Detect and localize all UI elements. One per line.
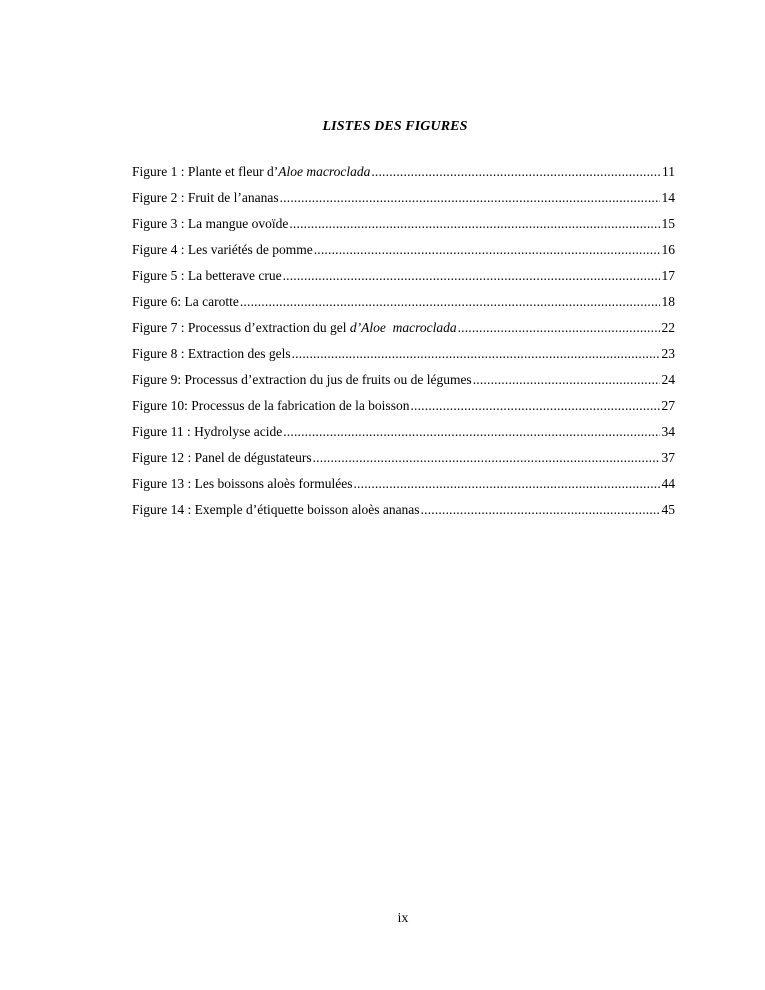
figure-entry-label: Figure 4 : Les variétés de pomme — [132, 242, 313, 257]
dot-leader — [371, 164, 660, 180]
figure-page-number: 23 — [661, 346, 675, 361]
figure-entry[interactable] — [132, 372, 675, 398]
dot-leader — [314, 242, 660, 258]
figure-page-number: 34 — [661, 424, 675, 439]
figure-page-number: 18 — [661, 294, 675, 309]
dot-leader — [289, 216, 659, 232]
figure-entry[interactable] — [132, 190, 675, 216]
dot-leader — [280, 190, 660, 206]
figure-entry[interactable] — [132, 398, 675, 424]
figure-page-number: 17 — [661, 268, 675, 283]
figure-entry[interactable] — [132, 320, 675, 346]
dot-leader — [410, 398, 659, 414]
dot-leader — [421, 502, 660, 518]
figure-page-number: 44 — [661, 476, 675, 491]
dot-leader — [473, 372, 660, 388]
figure-entry[interactable] — [132, 294, 675, 320]
page-number-footer: ix — [397, 911, 409, 926]
dot-leader — [240, 294, 660, 310]
dot-leader — [283, 268, 660, 284]
figure-entry-label: Figure 12 : Panel de dégustateurs — [132, 450, 312, 465]
figure-page-number: 37 — [661, 450, 675, 465]
figure-entry-label: Figure 11 : Hydrolyse acide — [132, 424, 283, 439]
figure-entry-label: Figure 1 : Plante et fleur d’Aloe macroclada — [132, 164, 371, 179]
figure-entry[interactable] — [132, 450, 675, 476]
figure-page-number: 27 — [661, 398, 675, 413]
figure-entry[interactable] — [132, 216, 675, 242]
figure-entry[interactable] — [132, 476, 675, 502]
figure-entry-label: Figure 8 : Extraction des gels — [132, 346, 291, 361]
figure-entry-label: Figure 13 : Les boissons aloès formulées — [132, 476, 353, 491]
dot-leader — [313, 450, 660, 466]
figure-entry-label: Figure 9: Processus d’extraction du jus de fruits ou de légumes — [132, 372, 472, 387]
figure-page-number: 14 — [661, 190, 675, 205]
figure-entry-label: Figure 5 : La betterave crue — [132, 268, 282, 283]
figure-entry-label: Figure 6: La carotte — [132, 294, 239, 309]
figure-entry-label: Figure 7 : Processus d’extraction du gel d’Aloe macroclada — [132, 320, 457, 335]
dot-leader — [458, 320, 660, 336]
figure-entry[interactable] — [132, 502, 675, 528]
figure-entry[interactable] — [132, 242, 675, 268]
figure-entry-label: Figure 3 : La mangue ovoïde — [132, 216, 289, 231]
dot-leader — [292, 346, 660, 362]
page-title: LISTES DES FIGURES — [322, 119, 468, 134]
figure-page-number: 15 — [661, 216, 675, 231]
figure-entry-label: Figure 10: Processus de la fabrication de la boisson — [132, 398, 410, 413]
figure-entry-label: Figure 14 : Exemple d’étiquette boisson aloès ananas — [132, 502, 420, 517]
figure-page-number: 16 — [661, 242, 675, 257]
dot-leader — [283, 424, 659, 440]
figure-entry-label: Figure 2 : Fruit de l’ananas — [132, 190, 279, 205]
dot-leader — [353, 476, 659, 492]
figure-page-number: 24 — [661, 372, 675, 387]
figure-entry[interactable] — [132, 424, 675, 450]
figure-list — [132, 164, 675, 528]
figure-entry[interactable] — [132, 164, 675, 190]
figure-page-number: 45 — [661, 502, 675, 517]
figure-page-number: 11 — [662, 164, 675, 179]
figure-entry[interactable] — [132, 346, 675, 372]
figure-entry[interactable] — [132, 268, 675, 294]
figure-page-number: 22 — [661, 320, 675, 335]
